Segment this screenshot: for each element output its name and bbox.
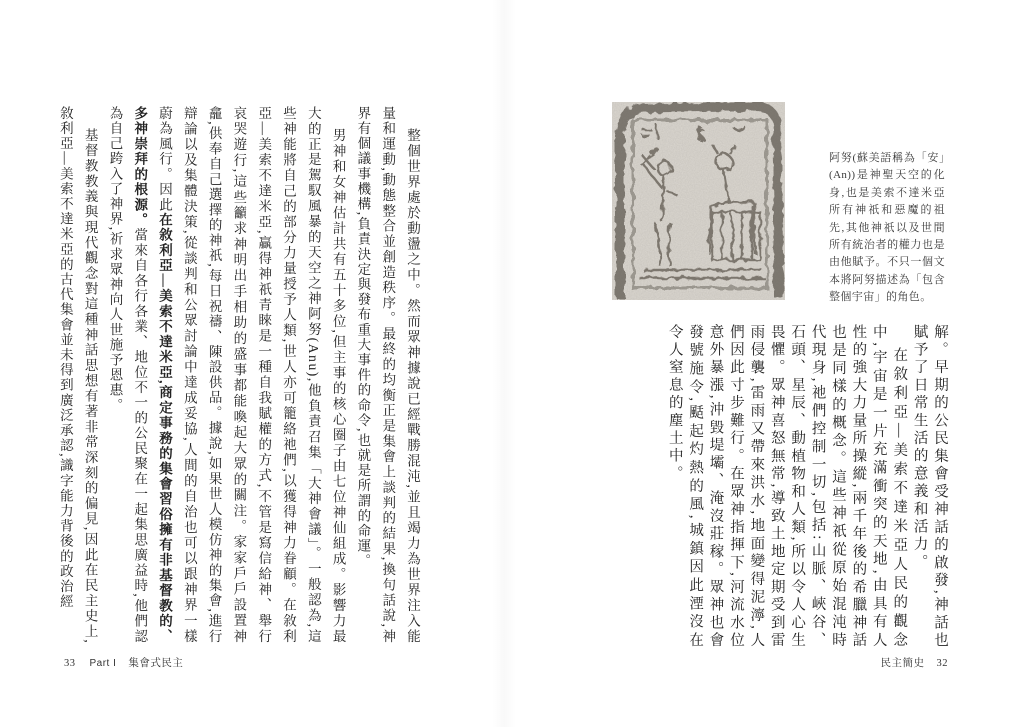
left-page-text bbox=[48, 106, 424, 644]
book-title: 民主簡史 bbox=[880, 658, 925, 669]
left-page-paragraph-gods bbox=[102, 106, 350, 644]
left-page-number: 33 bbox=[64, 658, 76, 669]
right-page-text bbox=[644, 324, 950, 650]
right-page-number: 32 bbox=[936, 658, 948, 669]
page-gutter bbox=[492, 0, 516, 727]
left-page-paragraph-christian-bias: 基督教教義與現代觀念對這種神話思想有著非常深刻的偏見,因此在民主史上,敘利亞—美索不達米亞的古代集會並未得到廣泛承認,識字能力背後的政治經 bbox=[57, 106, 98, 644]
stone-relief-illustration bbox=[612, 102, 785, 300]
right-page-paragraph-cosmos: 在敘利亞—美索不達米亞人民的觀念中,宇宙是一片充滿衝突的天地,由具有人性的強大力量所操縱,兩千年後的希臘神話也是同樣的概念。這些神祇從原始混沌時代現身,祂們控制一切,包括:山脈、峽谷、石頭、星辰、動植物和人類,所以令人心生畏懼。眾神喜怒無常,導致土地定期受到雷雨侵襲,雷雨又帶來洪水,地面變得泥濘,人們因此寸步難行。在眾神指揮下,河流水位意外暴漲,沖毀堤壩、淹沒莊稼。眾神也會發號施令,颳起灼熱的風,城鎮因此湮沒在令人窒息的塵土中。 bbox=[666, 324, 908, 650]
left-page-footer bbox=[64, 655, 183, 670]
part-title: 集會式民主 bbox=[128, 658, 184, 669]
left-page-paragraph-order: 整個世界處於動盪之中。然而眾神據說已經戰勝混沌,並且竭力為世界注入能量和運動,動態整合並創造秩序。最終的均衡正是集會上談判的結果,換句話說,神界有個議事機構,負責決定與發布重大事件的命令,也就是所謂的命運。 bbox=[355, 106, 420, 644]
image-caption: 阿努(蘇美語稱為「安」(An))是神聖天空的化身,也是美索不達米亞所有神祇和惡魔的祖先,其他神祇以及世間所有統治者的權力也是由他賦予。不只一個文本將阿努描述為「包含整個宇宙」的角色。 bbox=[829, 152, 945, 304]
paragraph-gods-pre: 男神和女神估計共有五十多位,但主事的核心圈子由七位神仙組成。影響力最大的正是駕馭風暴的天空之神阿努(Anu),他負責召集「大神會議」。一般認為,這些神能將自己的部分力量授予人類,世人亦可籠絡祂們,以獲得神力眷顧。在敘利亞—美索不達米亞,贏得神祇青睞是一種自我賦權的方式,不管是寫信給神、舉行哀哭遊行,這些籲求神明出手相助的盛事都能喚起大眾的關注。家家戶戶設置神龕,供奉自己選擇的神祇,每日祝禱、陳設供品。據說,如果世人模仿神的集會,進行辯論以及集體決策,從談判和公眾討論中達成妥協,人間的自治也可以跟神界一樣蔚為風行。因此 bbox=[157, 106, 346, 644]
paragraph-gods-post: 當來自各行各業、地位不一的公民聚在一起集思廣益時,他們認為自己跨入了神界,祈求眾神向人世施予恩惠。 bbox=[107, 106, 148, 644]
part-label: Part I bbox=[89, 658, 117, 669]
paragraph-gods-bold: 在敘利亞—美索不達米亞,商定事務的集會習俗擁有非基督教的、多神崇拜的根源。 bbox=[132, 106, 173, 644]
right-page-paragraph-continuation: 解。早期的公民集會受神話的啟發,神話也賦予了日常生活的意義和活力。 bbox=[911, 324, 948, 650]
right-page-footer bbox=[881, 655, 949, 670]
relief-image bbox=[612, 102, 785, 300]
